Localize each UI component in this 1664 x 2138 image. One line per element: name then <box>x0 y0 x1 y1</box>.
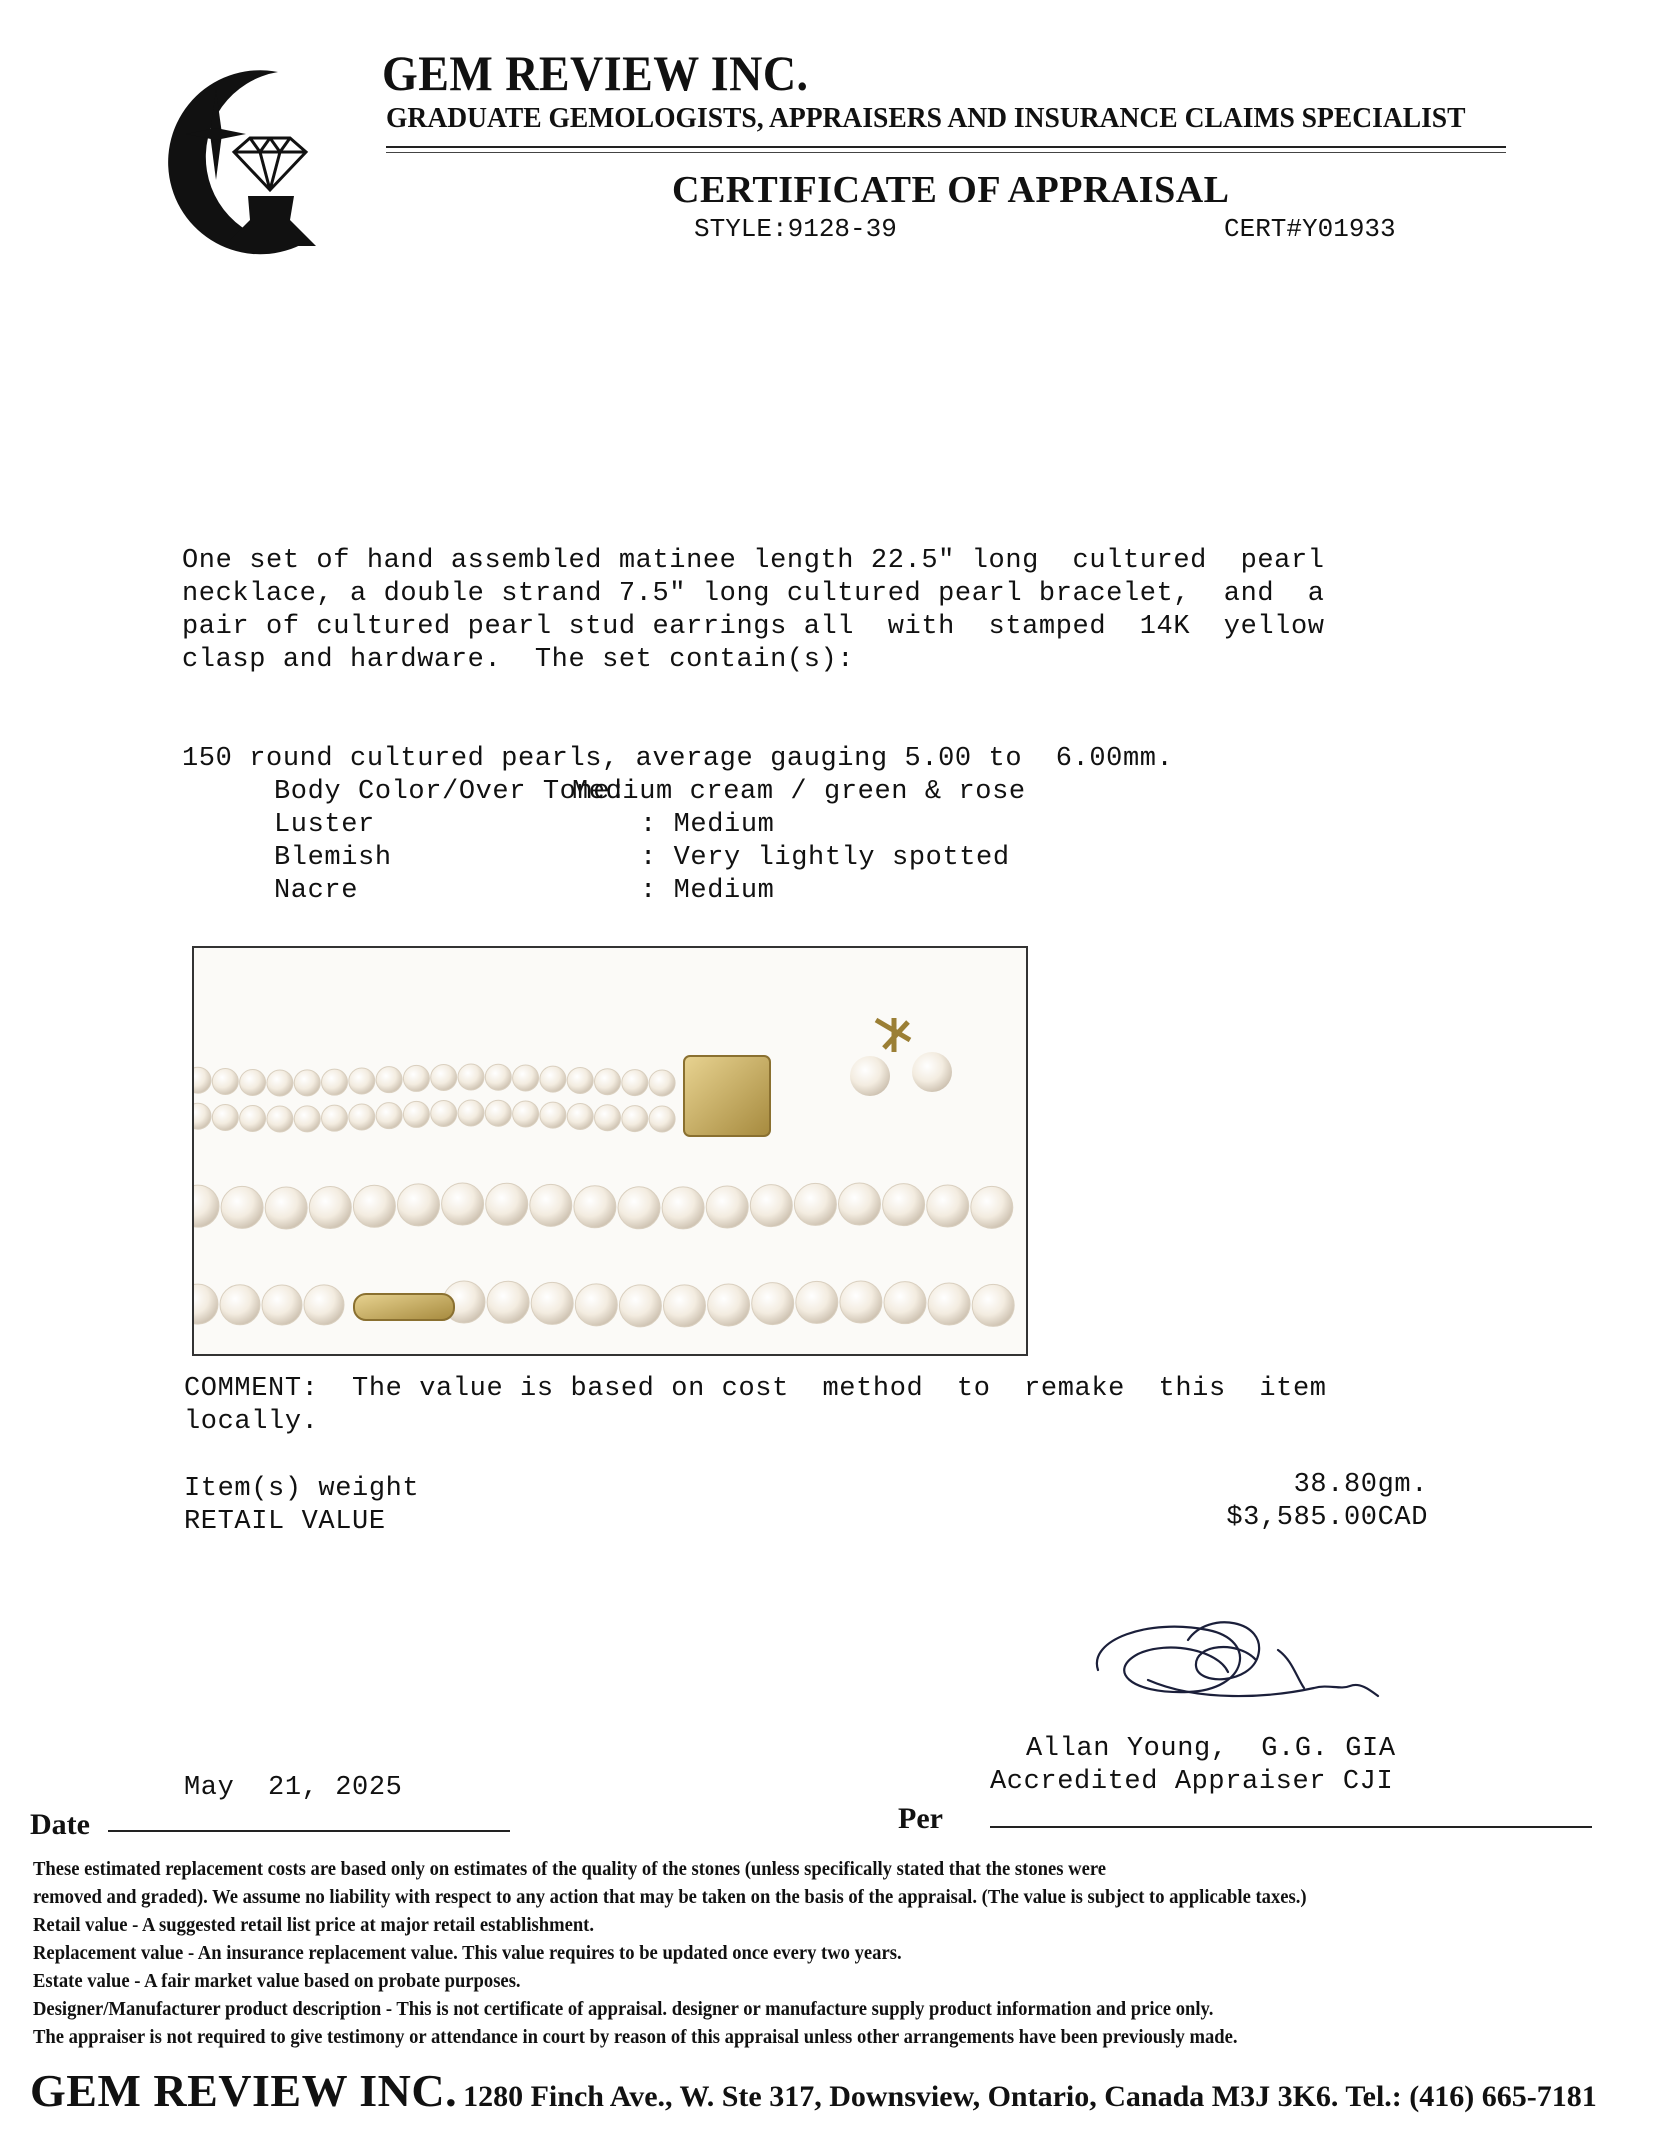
pearl <box>194 1185 219 1227</box>
pearl <box>513 1065 539 1091</box>
appraisal-date: May 21, 2025 <box>184 1773 403 1803</box>
comment-line: locally. <box>184 1407 319 1437</box>
description-line: necklace, a double strand 7.5" long cultured pearl bracelet, and a <box>182 579 1325 609</box>
pearl <box>212 1104 238 1130</box>
necklace-clasp-icon <box>354 1294 454 1320</box>
appraiser-signature <box>1078 1610 1398 1720</box>
bracelet-strand <box>194 1100 675 1132</box>
pearl <box>708 1284 750 1326</box>
pearl <box>750 1185 792 1227</box>
document-title: CERTIFICATE OF APPRAISAL <box>672 169 1230 211</box>
pearl <box>442 1183 484 1225</box>
weight-value: 38.80gm. <box>1293 1470 1428 1500</box>
pearl <box>220 1285 260 1325</box>
pearl <box>376 1067 402 1093</box>
pearl <box>928 1283 970 1325</box>
pearl <box>431 1100 457 1126</box>
pearl <box>240 1069 266 1095</box>
body-color-value: Medium cream / green & rose <box>572 777 1026 807</box>
earring-studs-icon <box>850 1018 952 1096</box>
pearl <box>267 1070 293 1096</box>
nacre-value: : Medium <box>640 876 775 906</box>
pearl <box>794 1183 836 1225</box>
pearl <box>662 1187 704 1229</box>
necklace-strand <box>194 1183 1013 1229</box>
pedestal-icon <box>224 196 316 246</box>
pearl <box>486 1183 528 1225</box>
body-color-label: Body Color/Over Tone: <box>274 777 627 807</box>
disclaimer-line: Retail value - A suggested retail list price at major retail establishment. <box>33 1914 595 1936</box>
footer <box>30 2064 1597 2117</box>
pearl <box>487 1281 529 1323</box>
pearl <box>349 1068 375 1094</box>
disclaimer-line: Replacement value - An insurance replacement value. This value requires to be updated once every two years. <box>33 1942 902 1964</box>
pearl <box>398 1184 440 1226</box>
pearl <box>884 1282 926 1324</box>
header-rule-thin <box>386 152 1506 153</box>
luster-value: : Medium <box>640 810 775 840</box>
pearl <box>240 1105 266 1131</box>
per-label: Per <box>898 1802 943 1835</box>
pearl <box>574 1186 616 1228</box>
disclaimer-line: The appraiser is not required to give testimony or attendance in court by reason of this appraisal unless other arrangements have been previously made. <box>33 2026 1238 2048</box>
pearl <box>194 1284 218 1324</box>
date-label: Date <box>30 1808 90 1841</box>
pearl <box>752 1283 794 1325</box>
pearl <box>194 1067 211 1093</box>
bracelet-strand <box>194 1064 675 1096</box>
pearl <box>595 1105 621 1131</box>
pearl <box>622 1106 648 1132</box>
style-number: STYLE:9128-39 <box>694 214 897 244</box>
disclaimer-line: Designer/Manufacturer product description - This is not certificate of appraisal. designer or manufacture supply product information and price only. <box>33 1998 1214 2020</box>
disclaimer-line: These estimated replacement costs are based only on estimates of the quality of the stones (unless specifically stated that the stones were <box>33 1858 1107 1880</box>
company-logo <box>128 52 328 262</box>
company-name: GEM REVIEW INC. <box>382 45 809 101</box>
header-rule <box>386 146 1506 148</box>
pearl <box>458 1100 484 1126</box>
company-tagline: GRADUATE GEMOLOGISTS, APPRAISERS AND INSURANCE CLAIMS SPECIALIST <box>386 102 1466 134</box>
pearl <box>322 1105 348 1131</box>
description-line: clasp and hardware. The set contain(s): <box>182 645 855 675</box>
diamond-icon <box>234 138 306 190</box>
pearl <box>265 1187 307 1229</box>
pearl <box>927 1185 969 1227</box>
pearl <box>485 1064 511 1090</box>
pearl <box>619 1285 661 1327</box>
pearl <box>376 1103 402 1129</box>
pearl <box>530 1184 572 1226</box>
retail-value-label: RETAIL VALUE <box>184 1507 386 1537</box>
footer-company: GEM REVIEW INC. <box>30 2065 458 2116</box>
pearl <box>649 1106 675 1132</box>
pearl <box>322 1069 348 1095</box>
pearl <box>706 1186 748 1228</box>
certificate-number: CERT#Y01933 <box>1224 214 1396 244</box>
comment-line: COMMENT: The value is based on cost method to remake this item <box>184 1374 1327 1404</box>
pearl <box>485 1100 511 1126</box>
pearl <box>618 1187 660 1229</box>
pearl <box>531 1282 573 1324</box>
appraiser-name: Allan Young, G.G. GIA <box>1026 1734 1396 1764</box>
description-line: One set of hand assembled matinee length 22.5" long cultured pearl <box>182 546 1325 576</box>
pearl <box>540 1102 566 1128</box>
bracelet-clasp-icon <box>684 1056 770 1136</box>
pearl <box>262 1285 302 1325</box>
pearl <box>575 1284 617 1326</box>
jewelry-photo <box>192 946 1028 1356</box>
pearl <box>194 1103 211 1129</box>
pearl <box>304 1285 344 1325</box>
pearl <box>540 1066 566 1092</box>
appraiser-credential: Accredited Appraiser CJI <box>990 1767 1394 1797</box>
footer-address: 1280 Finch Ave., W. Ste 317, Downsview, Ontario, Canada M3J 3K6. Tel.: (416) 665-7181 <box>463 2080 1597 2113</box>
pearl <box>796 1281 838 1323</box>
pearl <box>622 1070 648 1096</box>
luster-label: Luster <box>274 810 375 840</box>
pearl <box>403 1065 429 1091</box>
pearl <box>403 1101 429 1127</box>
pearl <box>431 1064 457 1090</box>
pearl <box>221 1186 263 1228</box>
necklace-strand <box>194 1281 1014 1327</box>
date-underline <box>108 1830 510 1832</box>
pearl <box>267 1106 293 1132</box>
pearl <box>595 1069 621 1095</box>
disclaimer-line: Estate value - A fair market value based on probate purposes. <box>33 1970 521 1992</box>
pearl <box>513 1101 539 1127</box>
pearl <box>971 1186 1013 1228</box>
disclaimer-line: removed and graded). We assume no liability with respect to any action that may be taken on the basis of the appraisal. (The value is subject to applicable taxes.) <box>33 1886 1307 1908</box>
nacre-label: Nacre <box>274 876 359 906</box>
pearl <box>567 1103 593 1129</box>
pearl <box>309 1187 351 1229</box>
pearl <box>353 1185 395 1227</box>
pearl <box>458 1064 484 1090</box>
weight-label: Item(s) weight <box>184 1474 420 1504</box>
pearl <box>294 1106 320 1132</box>
pearl <box>839 1183 881 1225</box>
pearl-set-illustration <box>194 948 1026 1354</box>
pearl <box>840 1281 882 1323</box>
pearl <box>664 1285 706 1327</box>
pearl <box>212 1068 238 1094</box>
pearl <box>567 1067 593 1093</box>
blemish-value: : Very lightly spotted <box>640 843 1010 873</box>
retail-value-amount: $3,585.00CAD <box>1226 1503 1428 1533</box>
pearl <box>883 1184 925 1226</box>
pearl <box>649 1070 675 1096</box>
pearl-count-line: 150 round cultured pearls, average gauging 5.00 to 6.00mm. <box>182 744 1174 774</box>
blemish-label: Blemish <box>274 843 392 873</box>
description-line: pair of cultured pearl stud earrings all with stamped 14K yellow <box>182 612 1325 642</box>
pearl <box>294 1070 320 1096</box>
pearl <box>972 1284 1014 1326</box>
pearl <box>349 1104 375 1130</box>
per-underline <box>990 1826 1592 1828</box>
